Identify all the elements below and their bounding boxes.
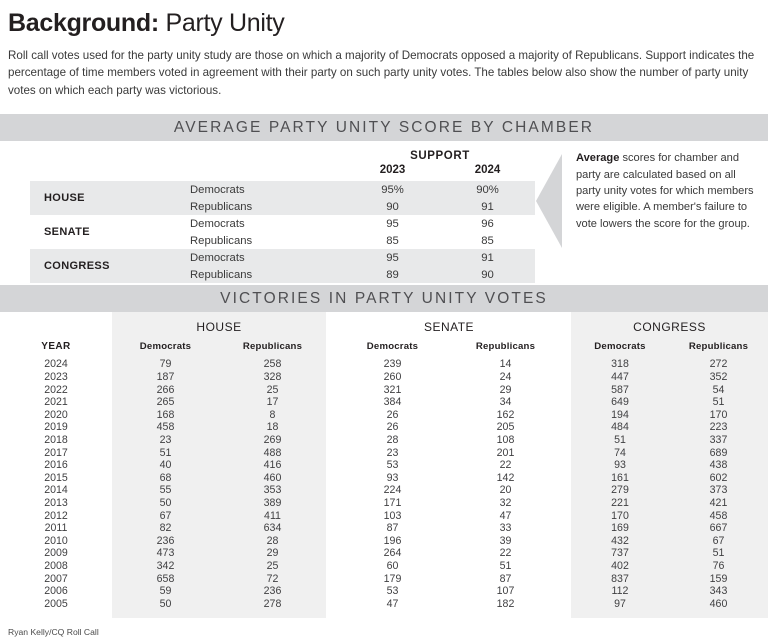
cell-house-republicans: 416 — [219, 459, 326, 472]
table-row — [0, 598, 768, 611]
col-header-2024: 2024 — [474, 164, 501, 177]
cell-senate-democrats: 26 — [386, 408, 399, 421]
cell-senate-republicans: 39 — [499, 534, 512, 547]
cell-senate-republicans: 201 — [496, 446, 515, 459]
cell-year: 2018 — [44, 433, 68, 446]
table-row — [0, 560, 768, 573]
cell-house-democrats: 50 — [112, 497, 219, 510]
table-row — [0, 421, 768, 434]
score-2023: 95 — [345, 249, 440, 266]
party-label: Democrats — [180, 249, 345, 266]
chamber-label-house: HOUSE — [30, 181, 180, 215]
credit-line: Ryan Kelly/CQ Roll Call — [8, 627, 99, 637]
cell-house-democrats: 68 — [112, 472, 219, 485]
party-label: Republicans — [180, 266, 345, 283]
cell-house-democrats: 342 — [112, 560, 219, 573]
cell-congress-republicans: 54 — [669, 384, 768, 397]
party-label: Democrats — [180, 215, 345, 232]
cell-congress-republicans: 602 — [669, 472, 768, 485]
party-label: Republicans — [180, 232, 345, 249]
cell-house-democrats: 168 — [112, 409, 219, 422]
cell-gap — [326, 585, 336, 598]
cell-gap — [326, 371, 336, 384]
score-2023: 85 — [345, 232, 440, 249]
cell-senate-republicans: 205 — [496, 421, 515, 434]
cell-year: 2016 — [44, 459, 68, 472]
cell-gap — [326, 396, 336, 409]
support-header-row — [30, 141, 535, 164]
table-row — [0, 358, 768, 371]
cell-senate-democrats: 87 — [386, 522, 399, 535]
cell-senate-democrats: 60 — [386, 559, 399, 572]
cell-congress-democrats: 484 — [571, 421, 669, 434]
cell-gap — [326, 497, 336, 510]
cell-gap — [562, 573, 571, 586]
cell-congress-democrats: 279 — [571, 484, 669, 497]
average-score-table — [30, 141, 535, 283]
cell-gap — [326, 421, 336, 434]
year-header-row — [30, 164, 535, 181]
table-row — [0, 510, 768, 523]
cell-year: 2015 — [44, 471, 68, 484]
cell-house-democrats: 51 — [112, 447, 219, 460]
table-row — [0, 396, 768, 409]
cell-congress-republicans: 170 — [669, 409, 768, 422]
cell-year: 2005 — [44, 597, 68, 610]
intro-paragraph: Roll call votes used for the party unity study are those on which a majority of Democrats opposed a majority of Republicans. Support indicates the percentage of time members voted in agreement with their party on such party unity votes. The tables below also show the number of party unity votes on which each party was victorious. — [8, 48, 755, 98]
cell-gap — [562, 409, 571, 422]
score-2023: 95% — [345, 181, 440, 198]
cell-congress-republicans: 67 — [669, 535, 768, 548]
cell-senate-democrats: 239 — [383, 358, 402, 371]
cell-house-democrats: 265 — [112, 396, 219, 409]
cell-house-republicans: 328 — [219, 371, 326, 384]
cell-congress-democrats: 402 — [571, 560, 669, 573]
cell-gap — [562, 497, 571, 510]
cell-congress-republicans: 460 — [669, 598, 768, 611]
cell-senate-democrats: 264 — [383, 547, 402, 560]
cell-year: 2013 — [44, 496, 68, 509]
cell-gap — [326, 522, 336, 535]
cell-house-democrats: 658 — [112, 573, 219, 586]
victories-section — [0, 312, 768, 618]
table-row — [0, 585, 768, 598]
cell-gap — [326, 535, 336, 548]
table-row — [0, 434, 768, 447]
group-header-house: HOUSE — [112, 312, 326, 341]
callout-pointer-triangle-icon — [536, 154, 562, 248]
cell-house-democrats: 473 — [112, 547, 219, 560]
cell-senate-democrats: 47 — [386, 597, 399, 610]
cell-gap — [562, 535, 571, 548]
cell-house-republicans: 72 — [219, 573, 326, 586]
cell-congress-republicans: 689 — [669, 447, 768, 460]
cell-gap — [326, 573, 336, 586]
col-header-house-democrats: Democrats — [112, 341, 219, 358]
cell-house-democrats: 187 — [112, 371, 219, 384]
cell-senate-republicans: 24 — [499, 371, 512, 383]
cell-congress-republicans: 458 — [669, 510, 768, 523]
cell-house-republicans: 28 — [219, 535, 326, 548]
cell-congress-republicans: 51 — [669, 547, 768, 560]
support-label: SUPPORT — [410, 150, 470, 163]
group-header-row — [0, 312, 768, 341]
section-header-average-score — [0, 114, 768, 141]
cell-senate-democrats: 171 — [383, 496, 402, 509]
cell-senate-republicans: 14 — [499, 358, 512, 371]
cell-congress-democrats: 170 — [571, 510, 669, 523]
cell-house-republicans: 258 — [219, 358, 326, 371]
section-header-victories — [0, 285, 768, 312]
cell-house-republicans: 488 — [219, 447, 326, 460]
table-row — [0, 384, 768, 397]
cell-house-democrats: 79 — [112, 358, 219, 371]
cell-house-republicans: 353 — [219, 484, 326, 497]
cell-house-republicans: 269 — [219, 434, 326, 447]
cell-congress-democrats: 432 — [571, 535, 669, 548]
cell-senate-republicans: 51 — [499, 559, 512, 572]
cell-year: 2014 — [44, 484, 68, 497]
page-title-bold: Background: — [8, 9, 159, 37]
table-row — [0, 447, 768, 460]
cell-congress-republicans: 51 — [669, 396, 768, 409]
cell-congress-republicans: 667 — [669, 522, 768, 535]
page-title — [8, 10, 768, 38]
cell-congress-democrats: 169 — [571, 522, 669, 535]
cell-senate-democrats: 103 — [383, 509, 402, 522]
cell-house-republicans: 18 — [219, 421, 326, 434]
cell-house-republicans: 634 — [219, 522, 326, 535]
score-2023: 95 — [345, 215, 440, 232]
cell-gap — [562, 358, 571, 371]
col-header-senate-democrats: Democrats — [366, 341, 419, 353]
cell-senate-republicans: 22 — [499, 547, 512, 560]
cell-congress-republicans: 76 — [669, 560, 768, 573]
cell-senate-democrats: 53 — [386, 459, 399, 472]
cell-house-republicans: 460 — [219, 472, 326, 485]
score-2024: 90% — [440, 181, 535, 198]
cell-house-democrats: 23 — [112, 434, 219, 447]
table-row — [0, 409, 768, 422]
score-2024: 90 — [440, 266, 535, 283]
cell-gap — [326, 598, 336, 611]
cell-house-republicans: 411 — [219, 510, 326, 523]
cell-gap — [326, 459, 336, 472]
cell-house-democrats: 67 — [112, 510, 219, 523]
col-header-congress-republicans: Republicans — [669, 341, 768, 358]
cell-senate-democrats: 179 — [383, 572, 402, 585]
cell-gap — [562, 459, 571, 472]
cell-congress-democrats: 51 — [571, 434, 669, 447]
cell-congress-democrats: 737 — [571, 547, 669, 560]
cell-congress-democrats: 447 — [571, 371, 669, 384]
cell-house-democrats: 50 — [112, 598, 219, 611]
cell-senate-democrats: 53 — [386, 585, 399, 598]
table-row — [0, 371, 768, 384]
cell-house-democrats: 40 — [112, 459, 219, 472]
table-row — [0, 484, 768, 497]
cell-house-republicans: 278 — [219, 598, 326, 611]
cell-year: 2007 — [44, 572, 68, 585]
cell-gap — [562, 384, 571, 397]
score-2024: 91 — [440, 198, 535, 215]
cell-senate-republicans: 108 — [496, 433, 515, 446]
cell-congress-republicans: 272 — [669, 358, 768, 371]
cell-year: 2021 — [44, 396, 68, 409]
cell-house-republicans: 29 — [219, 547, 326, 560]
cell-house-democrats: 55 — [112, 484, 219, 497]
cell-congress-democrats: 649 — [571, 396, 669, 409]
cell-gap — [562, 447, 571, 460]
cell-congress-democrats: 97 — [571, 598, 669, 611]
cell-house-democrats: 82 — [112, 522, 219, 535]
callout-lead-word: Average — [576, 152, 620, 165]
cell-year: 2008 — [44, 559, 68, 572]
cell-senate-republicans: 182 — [496, 597, 515, 610]
cell-house-democrats: 236 — [112, 535, 219, 548]
cell-senate-democrats: 196 — [383, 534, 402, 547]
page-title-rest: Party Unity — [158, 9, 285, 37]
table-bottom-padding — [0, 610, 768, 618]
cell-gap — [326, 547, 336, 560]
cell-gap — [562, 598, 571, 611]
chamber-label-congress: CONGRESS — [30, 249, 180, 283]
cell-year: 2020 — [44, 408, 68, 421]
cell-senate-republicans: 87 — [499, 572, 512, 585]
score-2023: 89 — [345, 266, 440, 283]
victories-table — [0, 312, 768, 618]
cell-congress-democrats: 112 — [571, 585, 669, 598]
cell-gap — [562, 560, 571, 573]
score-2024: 85 — [440, 232, 535, 249]
cell-gap — [326, 358, 336, 371]
cell-year: 2022 — [44, 383, 68, 396]
cell-senate-democrats: 28 — [386, 433, 399, 446]
group-header-congress: CONGRESS — [571, 312, 768, 341]
cell-congress-democrats: 318 — [571, 358, 669, 371]
cell-senate-republicans: 22 — [499, 459, 512, 472]
cell-senate-democrats: 321 — [383, 383, 402, 396]
cell-senate-republicans: 162 — [496, 408, 515, 421]
cell-congress-republicans: 438 — [669, 459, 768, 472]
cell-house-republicans: 389 — [219, 497, 326, 510]
cell-congress-republicans: 373 — [669, 484, 768, 497]
cell-gap — [562, 510, 571, 523]
cell-senate-democrats: 260 — [383, 371, 402, 383]
table-row — [30, 249, 535, 266]
table-row — [0, 535, 768, 548]
cell-senate-democrats: 26 — [386, 421, 399, 434]
cell-house-republicans: 8 — [219, 409, 326, 422]
col-header-senate-republicans: Republicans — [475, 341, 536, 353]
table-row — [0, 573, 768, 586]
cell-senate-republicans: 34 — [499, 396, 512, 409]
chamber-label-senate: SENATE — [30, 215, 180, 249]
cell-house-democrats: 59 — [112, 585, 219, 598]
cell-gap — [326, 472, 336, 485]
party-label: Democrats — [180, 181, 345, 198]
group-header-senate: SENATE — [423, 320, 475, 335]
cell-gap — [562, 396, 571, 409]
table-row — [0, 522, 768, 535]
cell-senate-republicans: 107 — [496, 585, 515, 598]
cell-house-democrats: 458 — [112, 421, 219, 434]
victories-table-body — [0, 358, 768, 610]
cell-congress-republicans: 159 — [669, 573, 768, 586]
cell-senate-republicans: 47 — [499, 509, 512, 522]
cell-year: 2012 — [44, 509, 68, 522]
col-header-congress-democrats: Democrats — [571, 341, 669, 358]
party-label: Republicans — [180, 198, 345, 215]
cell-house-republicans: 17 — [219, 396, 326, 409]
score-2024: 91 — [440, 249, 535, 266]
cell-gap — [562, 522, 571, 535]
table-row — [0, 459, 768, 472]
cell-house-republicans: 25 — [219, 560, 326, 573]
cell-year: 2019 — [44, 421, 68, 434]
cell-gap — [326, 447, 336, 460]
cell-year: 2010 — [44, 534, 68, 547]
cell-house-democrats: 266 — [112, 384, 219, 397]
col-header-house-republicans: Republicans — [219, 341, 326, 358]
cell-senate-republicans: 33 — [499, 522, 512, 535]
cell-gap — [326, 409, 336, 422]
cell-senate-democrats: 93 — [386, 471, 399, 484]
cell-senate-republicans: 20 — [499, 484, 512, 497]
table-row — [0, 497, 768, 510]
table-row — [0, 472, 768, 485]
cell-gap — [562, 547, 571, 560]
column-header-row — [0, 341, 768, 358]
cell-gap — [562, 421, 571, 434]
cell-year: 2011 — [44, 522, 68, 535]
section-title-average-score: AVERAGE PARTY UNITY SCORE BY CHAMBER — [173, 118, 595, 136]
cell-congress-democrats: 837 — [571, 573, 669, 586]
cell-gap — [326, 484, 336, 497]
cell-gap — [562, 585, 571, 598]
cell-senate-republicans: 142 — [496, 471, 515, 484]
cell-senate-democrats: 224 — [383, 484, 402, 497]
cell-congress-democrats: 221 — [571, 497, 669, 510]
cell-congress-republicans: 352 — [669, 371, 768, 384]
cell-house-republicans: 236 — [219, 585, 326, 598]
cell-senate-republicans: 29 — [499, 383, 512, 396]
score-2023: 90 — [345, 198, 440, 215]
cell-congress-republicans: 343 — [669, 585, 768, 598]
cell-gap — [326, 510, 336, 523]
average-definition-callout — [536, 150, 768, 268]
average-score-section — [0, 141, 768, 281]
callout-body: scores for chamber and party are calculated based on all party unity votes for which members were eligible. A member's failure to vote lowers the score for the group. — [576, 152, 754, 230]
callout-text — [576, 150, 762, 231]
cell-gap — [562, 472, 571, 485]
cell-congress-democrats: 93 — [571, 459, 669, 472]
cell-gap — [562, 371, 571, 384]
cell-senate-democrats: 384 — [383, 396, 402, 409]
cell-congress-democrats: 161 — [571, 472, 669, 485]
cell-house-republicans: 25 — [219, 384, 326, 397]
cell-year: 2017 — [44, 446, 68, 459]
cell-year: 2023 — [44, 371, 68, 383]
cell-year: 2009 — [44, 547, 68, 560]
cell-gap — [562, 484, 571, 497]
col-header-year: YEAR — [41, 341, 71, 353]
cell-senate-republicans: 32 — [499, 496, 512, 509]
cell-senate-democrats: 23 — [386, 446, 399, 459]
cell-gap — [562, 434, 571, 447]
table-row — [0, 547, 768, 560]
col-header-2023: 2023 — [379, 164, 406, 177]
section-title-victories: VICTORIES IN PARTY UNITY VOTES — [220, 289, 548, 307]
cell-congress-republicans: 337 — [669, 434, 768, 447]
cell-congress-republicans: 223 — [669, 421, 768, 434]
cell-gap — [326, 434, 336, 447]
cell-gap — [326, 384, 336, 397]
cell-year: 2006 — [44, 585, 68, 598]
table-row — [30, 215, 535, 232]
cell-congress-republicans: 421 — [669, 497, 768, 510]
score-2024: 96 — [440, 215, 535, 232]
cell-congress-democrats: 587 — [571, 384, 669, 397]
cell-year: 2024 — [44, 358, 68, 371]
table-row — [30, 181, 535, 198]
cell-gap — [326, 560, 336, 573]
cell-congress-democrats: 74 — [571, 447, 669, 460]
cell-congress-democrats: 194 — [571, 409, 669, 422]
